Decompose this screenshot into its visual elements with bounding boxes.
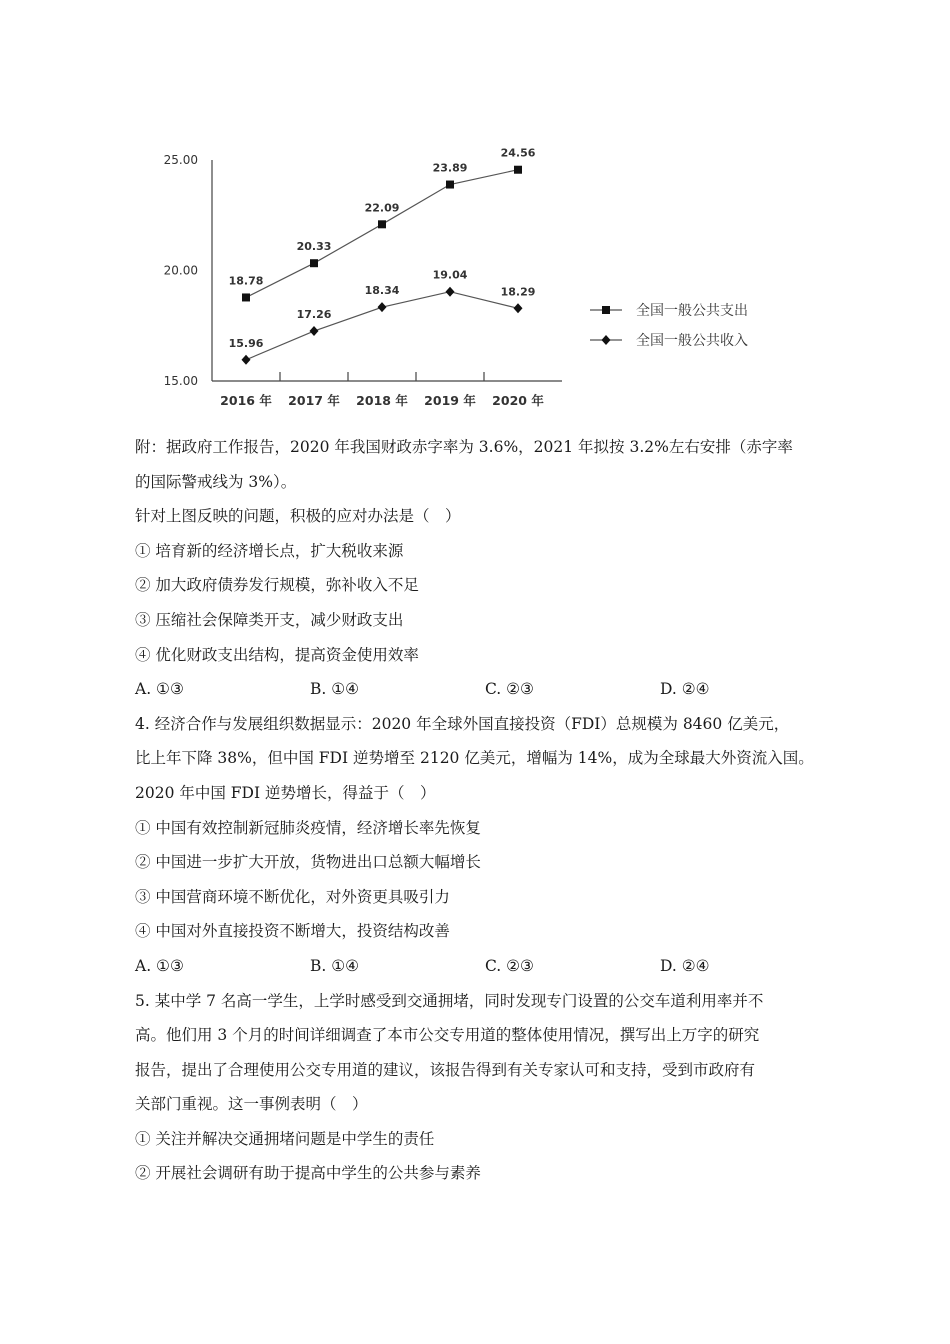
data-point-diamond xyxy=(242,355,251,365)
q3-item: ④ 优化财政支出结构，提高资金使用效率 xyxy=(135,645,419,664)
q4-item: ④ 中国对外直接投资不断增大，投资结构改善 xyxy=(135,922,450,941)
data-label: 17.26 xyxy=(296,308,332,322)
q4-option-b[interactable]: B. ①④ xyxy=(310,956,360,975)
q4-item: ① 中国有效控制新冠肺炎疫情，经济增长率先恢复 xyxy=(135,818,481,837)
q5-line-4: 关部门重视。这一事例表明（ ） xyxy=(135,1095,368,1114)
q5-line-2: 高。他们用 3 个月的时间详细调查了本市公交专用道的整体使用情况，撰写出上万字的研究 xyxy=(135,1026,760,1045)
q4-option-a[interactable]: A. ①③ xyxy=(135,956,184,975)
y-tick-label: 20.00 xyxy=(163,263,198,278)
note-line-2: 的国际警戒线为 3%）。 xyxy=(135,472,297,491)
q5-item: ① 关注并解决交通拥堵问题是中学生的责任 xyxy=(135,1129,435,1148)
data-label: 15.96 xyxy=(228,336,264,350)
q5-line-1: 5. 某中学 7 名高一学生，上学时感受到交通拥堵，同时发现专门设置的公交车道利用率并不 xyxy=(135,991,764,1010)
y-tick-label: 25.00 xyxy=(163,153,198,167)
x-tick-label: 2018 年 xyxy=(356,393,408,408)
q3-options xyxy=(135,672,835,707)
fiscal-line-chart xyxy=(150,138,790,418)
q3-item: ③ 压缩社会保障类开支，减少财政支出 xyxy=(135,610,404,629)
q5-item: ② 开展社会调研有助于提高中学生的公共参与素养 xyxy=(135,1164,481,1183)
data-label: 18.29 xyxy=(500,285,536,299)
data-label: 18.34 xyxy=(364,284,400,298)
q4-options xyxy=(135,949,835,984)
data-point-square xyxy=(514,166,522,174)
data-point-diamond xyxy=(446,287,455,297)
data-label: 18.78 xyxy=(228,274,264,288)
data-point-square xyxy=(378,220,386,228)
legend-label: 全国一般公共支出 xyxy=(636,303,748,319)
q3-item: ① 培育新的经济增长点，扩大税收来源 xyxy=(135,541,404,560)
data-label: 20.33 xyxy=(296,240,332,254)
legend-square-marker xyxy=(602,306,610,314)
legend-label: 全国一般公共收入 xyxy=(636,333,748,349)
question-document xyxy=(135,430,835,1191)
data-point-diamond xyxy=(514,303,523,313)
q3-option-c[interactable]: C. ②③ xyxy=(485,680,534,699)
q4-option-d[interactable]: D. ②④ xyxy=(660,956,710,975)
data-label: 24.56 xyxy=(500,146,536,160)
legend-diamond-marker xyxy=(602,335,611,345)
q4-item: ③ 中国营商环境不断优化，对外资更具吸引力 xyxy=(135,887,450,906)
data-label: 23.89 xyxy=(432,161,468,175)
data-point-square xyxy=(310,259,318,267)
note-line-1: 附：据政府工作报告，2020 年我国财政赤字率为 3.6%，2021 年拟按 3.2%左右安排（赤字率 xyxy=(135,438,793,456)
data-label: 19.04 xyxy=(432,268,468,282)
data-point-square xyxy=(446,181,454,189)
series-line xyxy=(246,292,518,360)
q4-item: ② 中国进一步扩大开放，货物进出口总额大幅增长 xyxy=(135,853,481,872)
q4-line-1: 4. 经济合作与发展组织数据显示：2020 年全球外国直接投资（FDI）总规模为 8460 亿美元， xyxy=(135,714,790,733)
data-point-diamond xyxy=(378,302,387,312)
data-point-square xyxy=(242,293,250,301)
q4-line-2: 比上年下降 38%，但中国 FDI 逆势增至 2120 亿美元，增幅为 14%，成为全球最大外资流入国。 xyxy=(135,749,814,768)
data-label: 22.09 xyxy=(364,201,400,215)
q5-line-3: 报告，提出了合理使用公交专用道的建议，该报告得到有关专家认可和支持，受到市政府有 xyxy=(135,1060,756,1079)
x-tick-label: 2019 年 xyxy=(424,393,476,408)
x-tick-label: 2020 年 xyxy=(492,393,544,408)
x-tick-label: 2016 年 xyxy=(220,393,272,408)
q3-option-b[interactable]: B. ①④ xyxy=(310,680,360,699)
q4-line-3: 2020 年中国 FDI 逆势增长，得益于（ ） xyxy=(135,783,436,802)
q4-option-c[interactable]: C. ②③ xyxy=(485,956,534,975)
q3-stem: 针对上图反映的问题，积极的应对办法是（ ） xyxy=(135,507,461,526)
y-tick-label: 15.00 xyxy=(163,374,198,388)
series-line xyxy=(246,170,518,298)
q3-option-d[interactable]: D. ②④ xyxy=(660,680,710,699)
x-tick-label: 2017 年 xyxy=(288,393,340,408)
q3-option-a[interactable]: A. ①③ xyxy=(135,680,184,699)
q3-item: ② 加大政府债券发行规模，弥补收入不足 xyxy=(135,576,419,595)
data-point-diamond xyxy=(310,326,319,336)
